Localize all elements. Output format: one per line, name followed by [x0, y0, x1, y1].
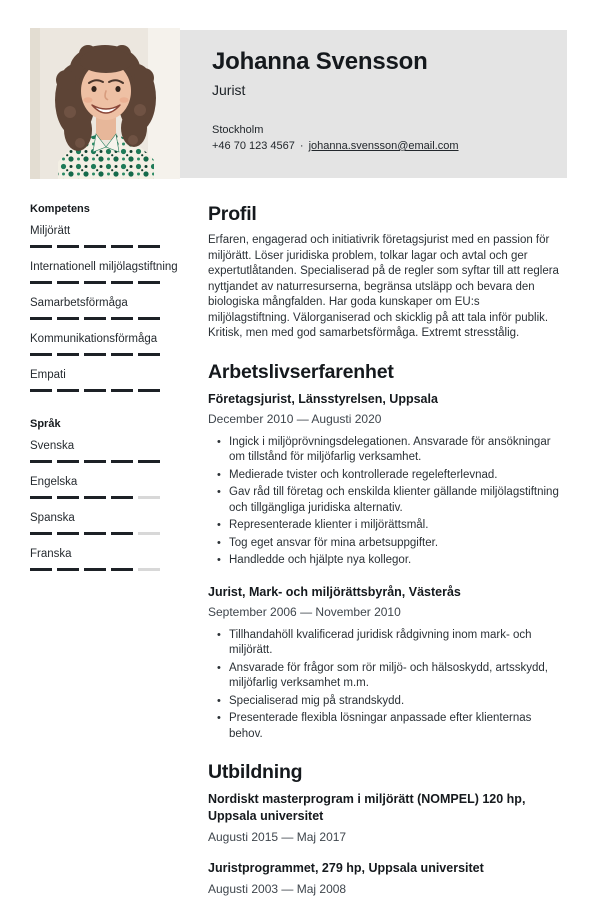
- level-segment: [84, 353, 106, 356]
- sidebar: [30, 203, 208, 597]
- level-segment: [84, 317, 106, 320]
- job-bullet-list: [208, 628, 560, 743]
- languages-heading: Språk: [30, 418, 61, 430]
- person-name: Johanna Svensson: [212, 48, 428, 75]
- contact-block: [212, 123, 547, 154]
- education-section: [208, 761, 560, 896]
- level-segment: [111, 532, 133, 535]
- level-segment: [84, 568, 106, 571]
- level-segment: [138, 389, 160, 392]
- language-level-bar: [30, 532, 160, 535]
- languages-group: [30, 418, 178, 571]
- level-segment: [57, 281, 79, 284]
- level-segment: [84, 532, 106, 535]
- job-entry: [208, 391, 560, 569]
- portrait-illustration: [30, 28, 180, 179]
- education-dates: Augusti 2003 — Maj 2008: [208, 882, 347, 896]
- job-bullet: • Handledde och hjälpte nya kollegor.: [208, 553, 560, 569]
- skill-level-bar: [30, 245, 160, 248]
- contact-separator: ·: [299, 140, 304, 152]
- contact-line: [212, 139, 547, 154]
- main-column: [208, 203, 560, 915]
- level-segment: [57, 353, 79, 356]
- language-item: [30, 511, 178, 535]
- job-dates: December 2010 — Augusti 2020: [208, 411, 382, 426]
- language-label: Svenska: [30, 440, 75, 452]
- level-segment: [111, 317, 133, 320]
- level-segment: [111, 389, 133, 392]
- level-segment: [111, 281, 133, 284]
- level-segment: [111, 568, 133, 571]
- header-name-box: [180, 30, 567, 178]
- language-level-bar: [30, 496, 160, 499]
- skill-level-bar: [30, 317, 160, 320]
- language-item: [30, 547, 178, 571]
- person-title: Jurist: [212, 82, 246, 98]
- level-segment: [30, 281, 52, 284]
- job-bullet: • Presenterade flexibla lösningar anpassade efter klienternas behov.: [208, 711, 560, 742]
- header: [30, 28, 567, 179]
- experience-heading: Arbetslivserfarenhet: [208, 360, 394, 383]
- profile-heading: Profil: [208, 203, 257, 225]
- profile-text: Erfaren, engagerad och initiativrik företagsjurist med en passion för miljörätt. Löser juridiska problem, tolkar lagar och avtal och ger expertutlåtanden. Specialiserad på de regler som syftar till att reglera nyttjandet av naturresurserna, begränsa utsläpp och bevara den biologiska mångfalden. Har goda kunskaper om EU:s miljölagstiftning. Välorganiserad och skicklig på att tala inför publik. Kritisk, men med god samarbetsförmåga. Extremt stresstålig.: [208, 234, 559, 339]
- language-label: Spanska: [30, 512, 75, 524]
- job-entry: [208, 584, 560, 743]
- contact-city: Stockholm: [212, 124, 264, 136]
- level-segment: [111, 245, 133, 248]
- skill-label: Samarbetsförmåga: [30, 297, 128, 309]
- level-segment: [111, 496, 133, 499]
- level-segment: [30, 353, 52, 356]
- skill-item: [30, 368, 178, 392]
- job-bullet: • Representerade klienter i miljörättsmål.: [208, 518, 560, 534]
- skill-item: [30, 332, 178, 356]
- level-segment: [57, 389, 79, 392]
- job-bullet: • Medierade tvister och kontrollerade regelefterlevnad.: [208, 468, 560, 484]
- level-segment: [84, 389, 106, 392]
- level-segment: [138, 245, 160, 248]
- education-title: Nordiskt masterprogram i miljörätt (NOMPEL) 120 hp, Uppsala universitet: [208, 792, 526, 823]
- skills-group: [30, 203, 178, 392]
- level-segment: [84, 460, 106, 463]
- level-segment: [138, 317, 160, 320]
- education-entry: [208, 860, 560, 896]
- contact-email-link[interactable]: johanna.svensson@email.com: [308, 140, 459, 152]
- level-segment: [30, 245, 52, 248]
- skill-item: [30, 260, 178, 284]
- profile-section: [208, 203, 560, 342]
- level-segment: [57, 496, 79, 499]
- education-entry: [208, 791, 560, 844]
- language-label: Engelska: [30, 476, 78, 488]
- job-bullet-list: [208, 435, 560, 569]
- level-segment: [138, 460, 160, 463]
- level-segment: [30, 532, 52, 535]
- level-segment: [57, 460, 79, 463]
- skill-level-bar: [30, 353, 160, 356]
- level-segment: [57, 245, 79, 248]
- education-heading: Utbildning: [208, 761, 303, 783]
- skill-label: Internationell miljölagstiftning: [30, 261, 178, 273]
- job-bullet: • Ansvarade för frågor som rör miljö- och hälsoskydd, artsskydd, miljöfarlig verksamhet m.m.: [208, 661, 560, 692]
- language-item: [30, 439, 178, 463]
- language-level-bar: [30, 568, 160, 571]
- job-dates: September 2006 — November 2010: [208, 604, 401, 619]
- level-segment: [138, 568, 160, 571]
- education-title: Juristprogrammet, 279 hp, Uppsala universitet: [208, 861, 484, 875]
- content: [30, 203, 560, 915]
- level-segment: [138, 281, 160, 284]
- experience-section: [208, 361, 560, 743]
- level-segment: [138, 353, 160, 356]
- skill-label: Miljörätt: [30, 225, 71, 237]
- level-segment: [84, 281, 106, 284]
- contact-phone: +46 70 123 4567: [212, 140, 295, 152]
- level-segment: [84, 245, 106, 248]
- skill-label: Kommunikationsförmåga: [30, 333, 158, 345]
- language-item: [30, 475, 178, 499]
- level-segment: [30, 496, 52, 499]
- level-segment: [30, 317, 52, 320]
- skills-heading: Kompetens: [30, 203, 90, 215]
- profile-photo: [30, 28, 180, 179]
- level-segment: [30, 568, 52, 571]
- job-bullet: • Ingick i miljöprövningsdelegationen. Ansvarade för ansökningar om tillstånd för miljöfarlig verksamhet.: [208, 435, 560, 466]
- language-level-bar: [30, 460, 160, 463]
- level-segment: [57, 532, 79, 535]
- job-bullet: • Specialiserad mig på strandskydd.: [208, 694, 560, 710]
- skill-level-bar: [30, 389, 160, 392]
- skill-item: [30, 296, 178, 320]
- skill-label: Empati: [30, 369, 66, 381]
- level-segment: [84, 496, 106, 499]
- level-segment: [30, 460, 52, 463]
- job-title: Företagsjurist, Länsstyrelsen, Uppsala: [208, 391, 438, 406]
- skill-item: [30, 224, 178, 248]
- level-segment: [111, 460, 133, 463]
- level-segment: [30, 389, 52, 392]
- level-segment: [57, 317, 79, 320]
- skill-level-bar: [30, 281, 160, 284]
- job-bullet: • Tog eget ansvar för mina arbetsuppgifter.: [208, 536, 560, 552]
- level-segment: [138, 496, 160, 499]
- level-segment: [111, 353, 133, 356]
- language-label: Franska: [30, 548, 72, 560]
- level-segment: [57, 568, 79, 571]
- job-bullet: • Tillhandahöll kvalificerad juridisk rådgivning inom mark- och miljörätt.: [208, 628, 560, 659]
- education-dates: Augusti 2015 — Maj 2017: [208, 830, 347, 844]
- job-bullet: • Gav råd till företag och enskilda klienter gällande miljölagstiftning och tillgängliga juridiska alternativ.: [208, 485, 560, 516]
- job-title: Jurist, Mark- och miljörättsbyrån, Västerås: [208, 584, 461, 599]
- level-segment: [138, 532, 160, 535]
